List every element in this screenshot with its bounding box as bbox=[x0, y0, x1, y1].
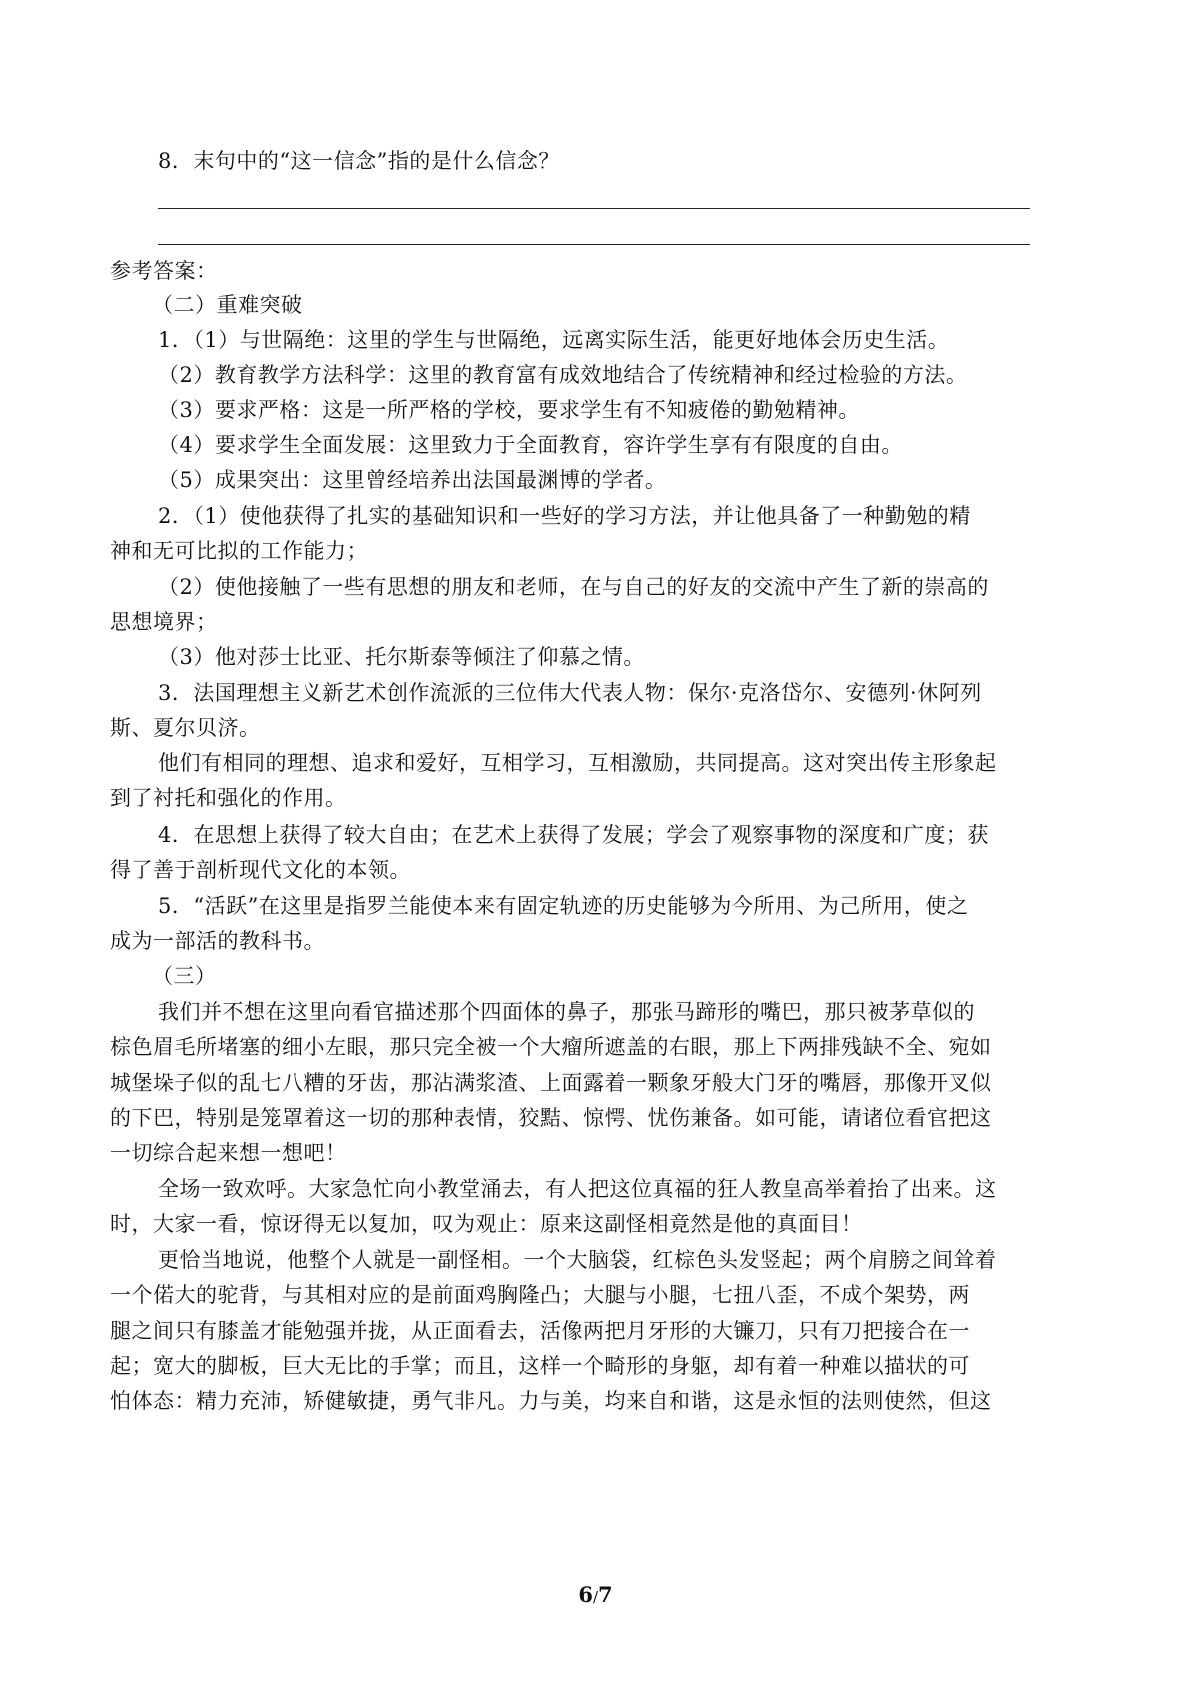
answer-line-1 bbox=[158, 208, 1030, 209]
page-number-total: 7 bbox=[598, 1582, 613, 1607]
answer-5-line: 成为一部活的教科书。 bbox=[110, 929, 325, 953]
passage-line: 全场一致欢呼。大家急忙向小教堂涌去，有人把这位真福的狂人教皇高举着抬了出来。这 bbox=[158, 1177, 997, 1201]
page-number bbox=[0, 1580, 1191, 1612]
question-8: 8．末句中的“这一信念”指的是什么信念？ bbox=[158, 149, 560, 173]
answer-3-line: 3．法国理想主义新艺术创作流派的三位伟大代表人物：保尔·克洛岱尔、安德列·休阿列 bbox=[158, 681, 982, 705]
page-number-current: 6 bbox=[578, 1582, 593, 1607]
passage-line: 更恰当地说，他整个人就是一副怪相。一个大脑袋，红棕色头发竖起；两个肩膀之间耸着 bbox=[158, 1248, 997, 1272]
answer-2-line: 思想境界； bbox=[110, 610, 218, 634]
passage-line: 怕体态：精力充沛，矫健敏捷，勇气非凡。力与美，均来自和谐，这是永恒的法则使然，但这 bbox=[110, 1389, 992, 1413]
section-3-title: （三） bbox=[152, 964, 217, 988]
answer-line-2 bbox=[158, 244, 1030, 245]
answer-4-line: 4．在思想上获得了较大自由；在艺术上获得了发展；学会了观察事物的深度和广度；获 bbox=[158, 823, 989, 847]
answer-1-line: 1．（1）与世隔绝：这里的学生与世隔绝，远离实际生活，能更好地体会历史生活。 bbox=[158, 328, 950, 352]
answer-1-line: （2）教育教学方法科学：这里的教育富有成效地结合了传统精神和经过检验的方法。 bbox=[158, 363, 968, 387]
passage-line: 起；宽大的脚板，巨大无比的手掌；而且，这样一个畸形的身躯，却有着一种难以描状的可 bbox=[110, 1354, 970, 1378]
answer-3-line: 他们有相同的理想、追求和爱好，互相学习，互相激励，共同提高。这对突出传主形象起 bbox=[158, 751, 997, 775]
answer-4-line: 得了善于剖析现代文化的本领。 bbox=[110, 858, 411, 882]
answer-5-line: 5．“活跃”在这里是指罗兰能使本来有固定轨迹的历史能够为今所用、为己所用，使之 bbox=[158, 894, 969, 918]
passage-line: 棕色眉毛所堵塞的细小左眼，那只完全被一个大瘤所遮盖的右眼，那上下两排残缺不全、宛如 bbox=[110, 1035, 992, 1059]
answer-2-line: （3）他对莎士比亚、托尔斯泰等倾注了仰慕之情。 bbox=[158, 645, 645, 669]
answer-2-line: 神和无可比拟的工作能力； bbox=[110, 539, 368, 563]
passage-line: 城堡垛子似的乱七八糟的牙齿，那沾满浆渣、上面露着一颗象牙般大门牙的嘴唇，那像开叉似 bbox=[110, 1071, 992, 1095]
answer-1-line: （4）要求学生全面发展：这里致力于全面教育，容许学生享有有限度的自由。 bbox=[158, 433, 903, 457]
passage-line: 一切综合起来想一想吧！ bbox=[110, 1141, 347, 1165]
answer-2-line: （2）使他接触了一些有思想的朋友和老师，在与自己的好友的交流中产生了新的崇高的 bbox=[158, 575, 989, 599]
passage-line: 腿之间只有膝盖才能勉强并拢，从正面看去，活像两把月牙形的大镰刀，只有刀把接合在一 bbox=[110, 1319, 970, 1343]
answers-heading: 参考答案： bbox=[110, 259, 218, 283]
passage-line: 一个偌大的驼背，与其相对应的是前面鸡胸隆凸；大腿与小腿，七扭八歪，不成个架势，两 bbox=[110, 1283, 970, 1307]
answer-1-line: （5）成果突出：这里曾经培养出法国最渊博的学者。 bbox=[158, 468, 667, 492]
answer-3-line: 斯、夏尔贝济。 bbox=[110, 716, 261, 740]
answer-2-line: 2．（1）使他获得了扎实的基础知识和一些好的学习方法，并让他具备了一种勤勉的精 bbox=[158, 504, 971, 528]
section-2-title: （二）重难突破 bbox=[152, 293, 303, 317]
page-number-separator: / bbox=[592, 1588, 599, 1606]
answer-1-line: （3）要求严格：这是一所严格的学校，要求学生有不知疲倦的勤勉精神。 bbox=[158, 398, 860, 422]
passage-line: 我们并不想在这里向看官描述那个四面体的鼻子，那张马蹄形的嘴巴，那只被茅草似的 bbox=[158, 1000, 975, 1024]
passage-line: 的下巴，特别是笼罩着这一切的那种表情，狡黠、惊愕、忧伤兼备。如可能，请诸位看官把这 bbox=[110, 1106, 992, 1130]
passage-line: 时，大家一看，惊讶得无以复加，叹为观止：原来这副怪相竟然是他的真面目！ bbox=[110, 1212, 863, 1236]
answer-3-line: 到了衬托和强化的作用。 bbox=[110, 786, 347, 810]
